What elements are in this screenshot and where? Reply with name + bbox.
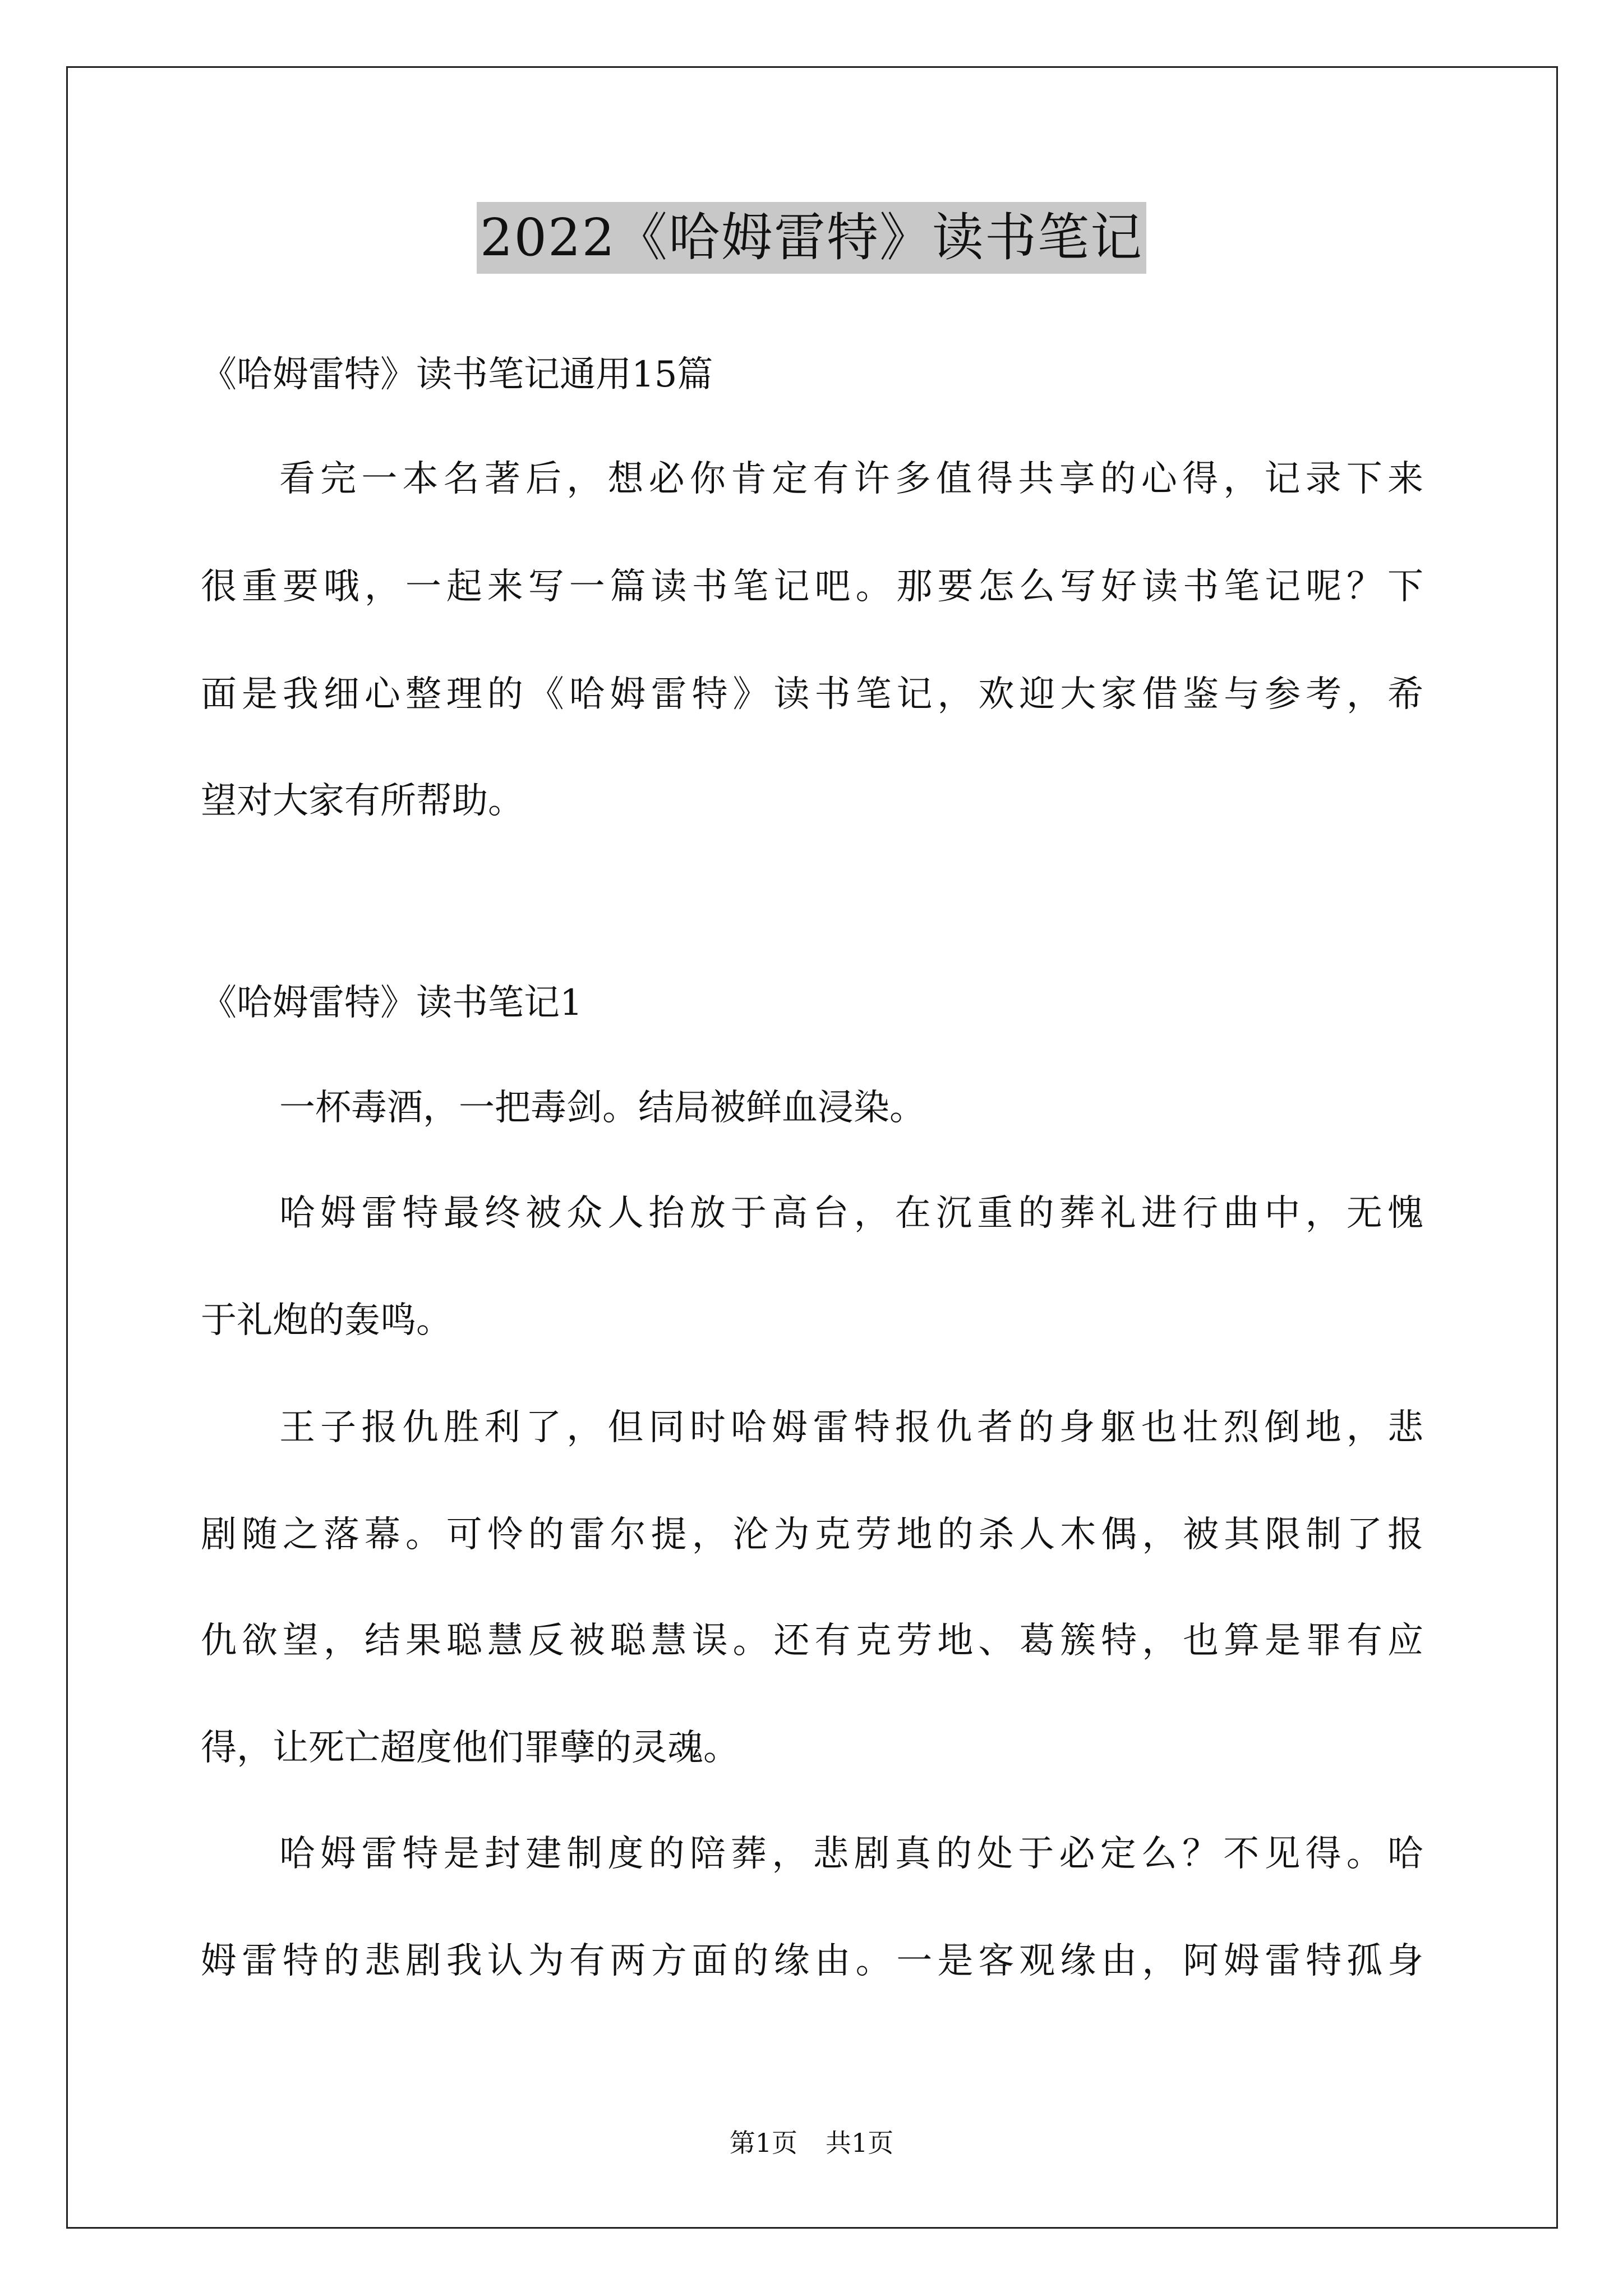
- page-footer: [0, 2126, 1623, 2160]
- body-line: 哈姆雷特是封建制度的陪葬，悲剧真的处于必定么？不见得。哈: [279, 1833, 1423, 1875]
- body-line: 一杯毒酒，一把毒剑。结局被鲜血浸染。: [279, 1087, 925, 1129]
- document-title: 2022《哈姆雷特》读书笔记: [477, 202, 1146, 274]
- body-line: 剧随之落幕。可怜的雷尔提，沦为克劳地的杀人木偶，被其限制了报: [201, 1514, 1423, 1556]
- page-number: 第1页: [729, 2128, 797, 2158]
- body-line: 姆雷特的悲剧我认为有两方面的缘由。一是客观缘由，阿姆雷特孤身: [201, 1940, 1423, 1982]
- body-line: 于礼炮的轰鸣。: [201, 1300, 452, 1341]
- title-container: [0, 202, 1623, 274]
- intro-line: 看完一本名著后，想必你肯定有许多值得共享的心得，记录下来: [279, 458, 1423, 500]
- body-line: 仇欲望，结果聪慧反被聪慧误。还有克劳地、葛簇特，也算是罪有应: [201, 1620, 1423, 1662]
- page-total: 共1页: [826, 2128, 894, 2158]
- body-line: 哈姆雷特最终被众人抬放于高台，在沉重的葬礼进行曲中，无愧: [279, 1193, 1423, 1234]
- intro-line: 望对大家有所帮助。: [201, 780, 524, 822]
- body-line: 得，让死亡超度他们罪孽的灵魂。: [201, 1727, 739, 1769]
- section-heading: 《哈姆雷特》读书笔记1: [201, 982, 583, 1024]
- body-line: 王子报仇胜利了，但同时哈姆雷特报仇者的身躯也壮烈倒地，悲: [279, 1407, 1423, 1448]
- intro-line: 面是我细心整理的《哈姆雷特》读书笔记，欢迎大家借鉴与参考，希: [201, 674, 1423, 715]
- document-subtitle: 《哈姆雷特》读书笔记通用15篇: [201, 354, 713, 395]
- intro-line: 很重要哦，一起来写一篇读书笔记吧。那要怎么写好读书笔记呢？下: [201, 566, 1423, 608]
